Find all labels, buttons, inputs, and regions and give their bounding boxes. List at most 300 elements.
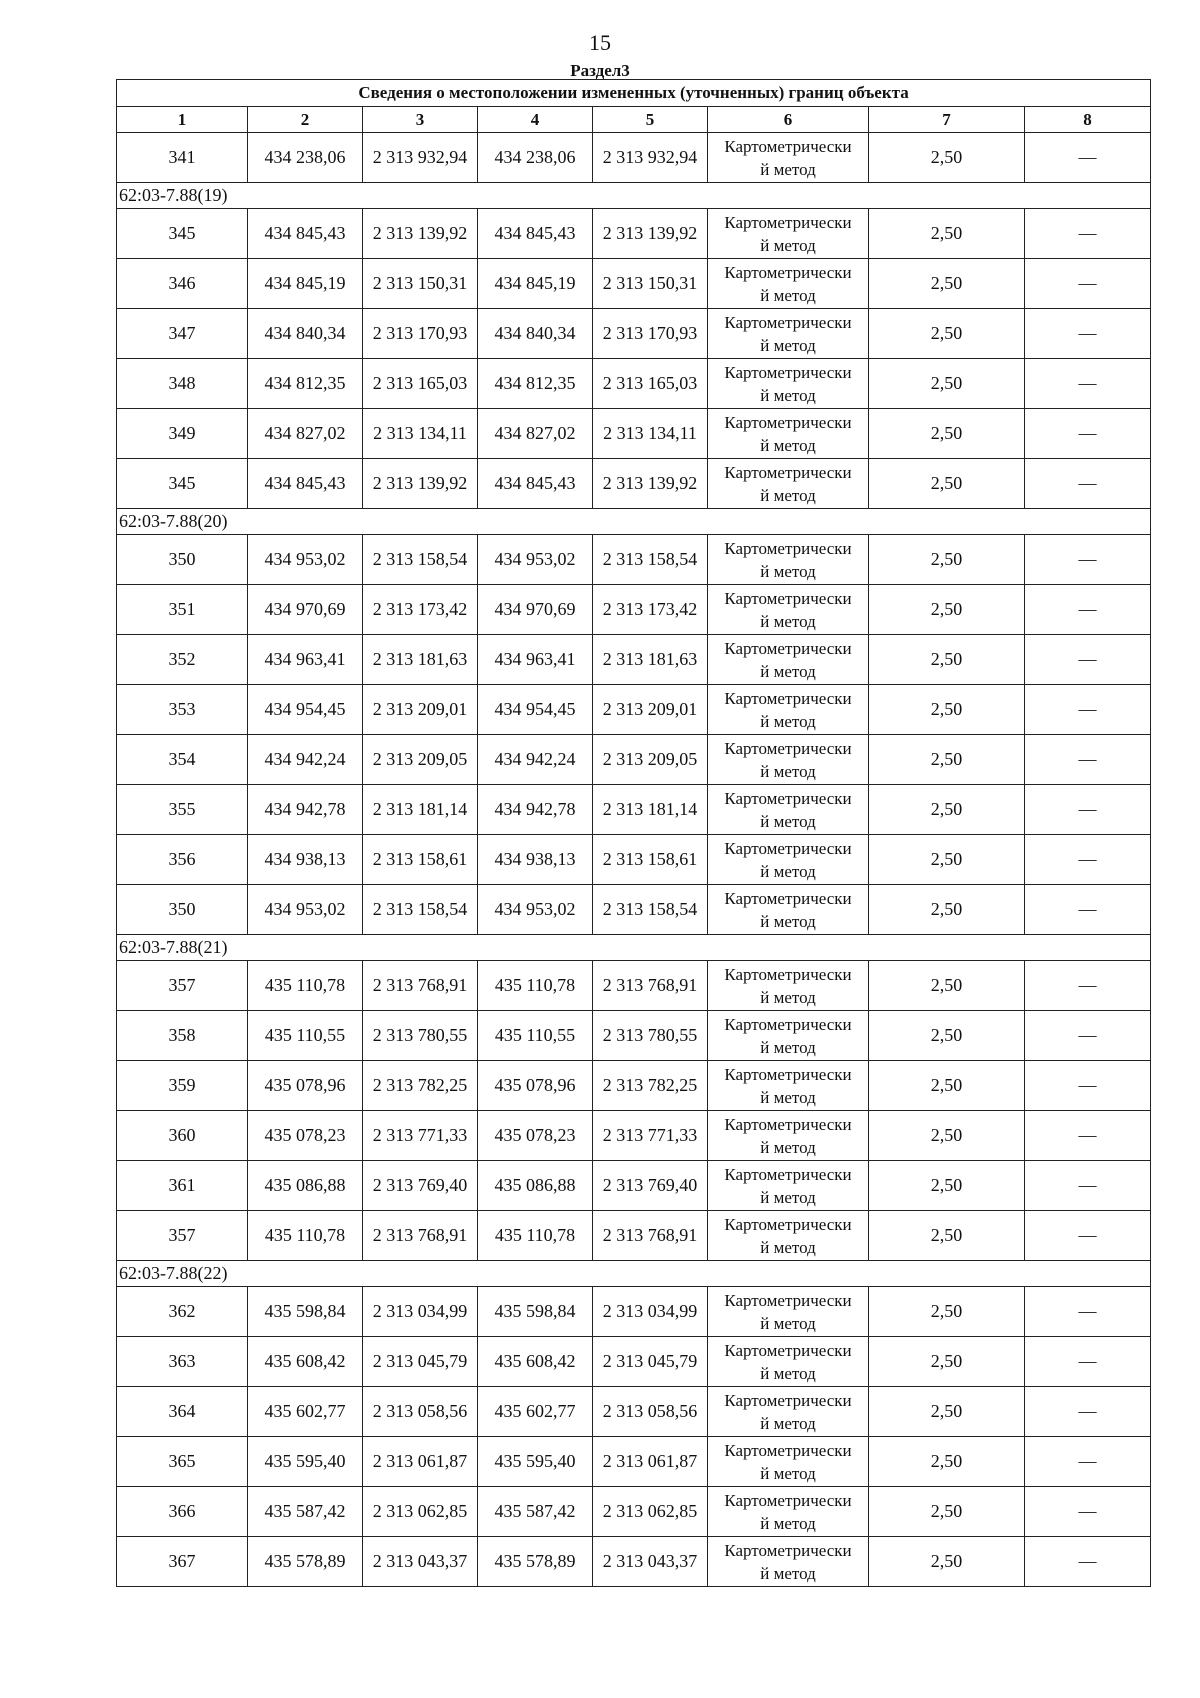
method-text-line: й метод bbox=[760, 159, 816, 179]
y-coordinate-cell: 2 313 158,54 bbox=[593, 885, 708, 935]
method-text-line: й метод bbox=[760, 561, 816, 581]
accuracy-cell: 2,50 bbox=[869, 1337, 1025, 1387]
y-coordinate-cell: 2 313 165,03 bbox=[593, 359, 708, 409]
y-coordinate-cell: 2 313 209,05 bbox=[363, 735, 478, 785]
method-text-line: Картометрически bbox=[724, 788, 852, 808]
description-cell: — bbox=[1025, 359, 1151, 409]
method-cell bbox=[708, 1387, 869, 1437]
method-text-line: й метод bbox=[760, 1563, 816, 1583]
parcel-number: 62:03-7.88(20) bbox=[117, 509, 1151, 535]
method-text-line: й метод bbox=[760, 711, 816, 731]
method-cell bbox=[708, 1211, 869, 1261]
method-text-line: й метод bbox=[760, 1513, 816, 1533]
table-row bbox=[117, 1287, 1151, 1337]
method-text-line: й метод bbox=[760, 761, 816, 781]
column-number: 1 bbox=[117, 107, 248, 133]
table-caption: Сведения о местоположении измененных (уточненных) границ объекта bbox=[117, 80, 1151, 107]
description-cell: — bbox=[1025, 535, 1151, 585]
method-cell bbox=[708, 1437, 869, 1487]
table-row bbox=[117, 259, 1151, 309]
method-text-line: Картометрически bbox=[724, 1290, 852, 1310]
method-cell bbox=[708, 785, 869, 835]
x-coordinate-cell: 435 078,96 bbox=[248, 1061, 363, 1111]
accuracy-cell: 2,50 bbox=[869, 1161, 1025, 1211]
table-row bbox=[117, 1211, 1151, 1261]
point-number-cell: 345 bbox=[117, 209, 248, 259]
x-coordinate-cell: 434 953,02 bbox=[478, 885, 593, 935]
point-number-cell: 366 bbox=[117, 1487, 248, 1537]
method-text-line: й метод bbox=[760, 1237, 816, 1257]
y-coordinate-cell: 2 313 139,92 bbox=[363, 459, 478, 509]
description-cell: — bbox=[1025, 785, 1151, 835]
y-coordinate-cell: 2 313 158,61 bbox=[593, 835, 708, 885]
description-cell: — bbox=[1025, 685, 1151, 735]
x-coordinate-cell: 434 238,06 bbox=[478, 133, 593, 183]
description-cell: — bbox=[1025, 961, 1151, 1011]
y-coordinate-cell: 2 313 062,85 bbox=[363, 1487, 478, 1537]
table-row bbox=[117, 635, 1151, 685]
x-coordinate-cell: 435 598,84 bbox=[248, 1287, 363, 1337]
y-coordinate-cell: 2 313 181,14 bbox=[593, 785, 708, 835]
method-text-line: Картометрически bbox=[724, 212, 852, 232]
boundary-coordinates-table bbox=[116, 79, 1151, 1587]
point-number-cell: 341 bbox=[117, 133, 248, 183]
accuracy-cell: 2,50 bbox=[869, 735, 1025, 785]
point-number-cell: 358 bbox=[117, 1011, 248, 1061]
accuracy-cell: 2,50 bbox=[869, 359, 1025, 409]
y-coordinate-cell: 2 313 043,37 bbox=[363, 1537, 478, 1587]
x-coordinate-cell: 434 845,19 bbox=[478, 259, 593, 309]
point-number-cell: 350 bbox=[117, 535, 248, 585]
x-coordinate-cell: 435 086,88 bbox=[478, 1161, 593, 1211]
description-cell: — bbox=[1025, 885, 1151, 935]
method-cell bbox=[708, 1487, 869, 1537]
method-cell bbox=[708, 359, 869, 409]
column-number: 7 bbox=[869, 107, 1025, 133]
description-cell: — bbox=[1025, 1487, 1151, 1537]
description-cell: — bbox=[1025, 1211, 1151, 1261]
x-coordinate-cell: 435 078,23 bbox=[248, 1111, 363, 1161]
column-number-row bbox=[117, 107, 1151, 133]
method-text-line: й метод bbox=[760, 1187, 816, 1207]
y-coordinate-cell: 2 313 780,55 bbox=[363, 1011, 478, 1061]
accuracy-cell: 2,50 bbox=[869, 961, 1025, 1011]
x-coordinate-cell: 434 812,35 bbox=[478, 359, 593, 409]
y-coordinate-cell: 2 313 209,01 bbox=[593, 685, 708, 735]
column-number: 4 bbox=[478, 107, 593, 133]
method-text-line: й метод bbox=[760, 611, 816, 631]
column-number: 5 bbox=[593, 107, 708, 133]
point-number-cell: 347 bbox=[117, 309, 248, 359]
description-cell: — bbox=[1025, 1161, 1151, 1211]
accuracy-cell: 2,50 bbox=[869, 1111, 1025, 1161]
table-row bbox=[117, 1437, 1151, 1487]
accuracy-cell: 2,50 bbox=[869, 259, 1025, 309]
method-cell bbox=[708, 585, 869, 635]
method-text-line: й метод bbox=[760, 335, 816, 355]
y-coordinate-cell: 2 313 780,55 bbox=[593, 1011, 708, 1061]
x-coordinate-cell: 434 963,41 bbox=[478, 635, 593, 685]
y-coordinate-cell: 2 313 173,42 bbox=[593, 585, 708, 635]
method-text-line: Картометрически bbox=[724, 1440, 852, 1460]
x-coordinate-cell: 435 602,77 bbox=[248, 1387, 363, 1437]
description-cell: — bbox=[1025, 1061, 1151, 1111]
table-row bbox=[117, 785, 1151, 835]
method-text-line: й метод bbox=[760, 285, 816, 305]
description-cell: — bbox=[1025, 635, 1151, 685]
method-text-line: Картометрически bbox=[724, 136, 852, 156]
point-number-cell: 351 bbox=[117, 585, 248, 635]
accuracy-cell: 2,50 bbox=[869, 535, 1025, 585]
y-coordinate-cell: 2 313 771,33 bbox=[593, 1111, 708, 1161]
point-number-cell: 348 bbox=[117, 359, 248, 409]
y-coordinate-cell: 2 313 139,92 bbox=[363, 209, 478, 259]
page-number: 15 bbox=[589, 30, 611, 55]
method-text-line: Картометрически bbox=[724, 588, 852, 608]
accuracy-cell: 2,50 bbox=[869, 1211, 1025, 1261]
description-cell: — bbox=[1025, 133, 1151, 183]
table-row bbox=[117, 835, 1151, 885]
table-row bbox=[117, 1337, 1151, 1387]
method-text-line: Картометрически bbox=[724, 1340, 852, 1360]
method-text-line: Картометрически bbox=[724, 838, 852, 858]
y-coordinate-cell: 2 313 139,92 bbox=[593, 209, 708, 259]
description-cell: — bbox=[1025, 1287, 1151, 1337]
method-text-line: й метод bbox=[760, 661, 816, 681]
x-coordinate-cell: 434 238,06 bbox=[248, 133, 363, 183]
method-cell bbox=[708, 1111, 869, 1161]
table-row bbox=[117, 359, 1151, 409]
method-text-line: Картометрически bbox=[724, 1540, 852, 1560]
x-coordinate-cell: 435 598,84 bbox=[478, 1287, 593, 1337]
method-text-line: й метод bbox=[760, 1313, 816, 1333]
x-coordinate-cell: 434 938,13 bbox=[478, 835, 593, 885]
method-text-line: Картометрически bbox=[724, 1114, 852, 1134]
point-number-cell: 357 bbox=[117, 961, 248, 1011]
method-text-line: й метод bbox=[760, 1087, 816, 1107]
x-coordinate-cell: 435 110,78 bbox=[478, 1211, 593, 1261]
method-text-line: Картометрически bbox=[724, 888, 852, 908]
y-coordinate-cell: 2 313 209,05 bbox=[593, 735, 708, 785]
description-cell: — bbox=[1025, 459, 1151, 509]
method-text-line: й метод bbox=[760, 1463, 816, 1483]
table-row bbox=[117, 1111, 1151, 1161]
parcel-group-row bbox=[117, 1261, 1151, 1287]
x-coordinate-cell: 434 953,02 bbox=[478, 535, 593, 585]
table-row bbox=[117, 133, 1151, 183]
point-number-cell: 362 bbox=[117, 1287, 248, 1337]
table-row bbox=[117, 309, 1151, 359]
x-coordinate-cell: 434 963,41 bbox=[248, 635, 363, 685]
point-number-cell: 365 bbox=[117, 1437, 248, 1487]
table-row bbox=[117, 1487, 1151, 1537]
y-coordinate-cell: 2 313 158,54 bbox=[363, 535, 478, 585]
table-row bbox=[117, 1011, 1151, 1061]
table-row bbox=[117, 585, 1151, 635]
method-text-line: Картометрически bbox=[724, 312, 852, 332]
table-row bbox=[117, 685, 1151, 735]
point-number-cell: 360 bbox=[117, 1111, 248, 1161]
description-cell: — bbox=[1025, 259, 1151, 309]
point-number-cell: 350 bbox=[117, 885, 248, 935]
accuracy-cell: 2,50 bbox=[869, 635, 1025, 685]
method-cell bbox=[708, 885, 869, 935]
method-cell bbox=[708, 409, 869, 459]
x-coordinate-cell: 434 845,43 bbox=[478, 459, 593, 509]
accuracy-cell: 2,50 bbox=[869, 685, 1025, 735]
y-coordinate-cell: 2 313 768,91 bbox=[363, 961, 478, 1011]
method-text-line: Картометрически bbox=[724, 412, 852, 432]
accuracy-cell: 2,50 bbox=[869, 1487, 1025, 1537]
accuracy-cell: 2,50 bbox=[869, 1437, 1025, 1487]
y-coordinate-cell: 2 313 158,54 bbox=[593, 535, 708, 585]
x-coordinate-cell: 435 608,42 bbox=[248, 1337, 363, 1387]
table-row bbox=[117, 1061, 1151, 1111]
method-text-line: й метод bbox=[760, 485, 816, 505]
description-cell: — bbox=[1025, 1111, 1151, 1161]
method-cell bbox=[708, 459, 869, 509]
point-number-cell: 346 bbox=[117, 259, 248, 309]
x-coordinate-cell: 434 845,43 bbox=[248, 209, 363, 259]
method-cell bbox=[708, 961, 869, 1011]
column-number: 3 bbox=[363, 107, 478, 133]
y-coordinate-cell: 2 313 045,79 bbox=[593, 1337, 708, 1387]
point-number-cell: 352 bbox=[117, 635, 248, 685]
parcel-group-row bbox=[117, 509, 1151, 535]
x-coordinate-cell: 435 086,88 bbox=[248, 1161, 363, 1211]
x-coordinate-cell: 434 942,78 bbox=[248, 785, 363, 835]
x-coordinate-cell: 435 578,89 bbox=[248, 1537, 363, 1587]
description-cell: — bbox=[1025, 209, 1151, 259]
accuracy-cell: 2,50 bbox=[869, 585, 1025, 635]
y-coordinate-cell: 2 313 061,87 bbox=[593, 1437, 708, 1487]
y-coordinate-cell: 2 313 158,54 bbox=[363, 885, 478, 935]
table-row bbox=[117, 209, 1151, 259]
accuracy-cell: 2,50 bbox=[869, 785, 1025, 835]
y-coordinate-cell: 2 313 034,99 bbox=[593, 1287, 708, 1337]
x-coordinate-cell: 434 942,24 bbox=[248, 735, 363, 785]
accuracy-cell: 2,50 bbox=[869, 209, 1025, 259]
parcel-group-row bbox=[117, 183, 1151, 209]
table-row bbox=[117, 735, 1151, 785]
y-coordinate-cell: 2 313 173,42 bbox=[363, 585, 478, 635]
x-coordinate-cell: 435 608,42 bbox=[478, 1337, 593, 1387]
y-coordinate-cell: 2 313 782,25 bbox=[363, 1061, 478, 1111]
method-cell bbox=[708, 1287, 869, 1337]
description-cell: — bbox=[1025, 309, 1151, 359]
method-text-line: й метод bbox=[760, 811, 816, 831]
x-coordinate-cell: 434 954,45 bbox=[478, 685, 593, 735]
description-cell: — bbox=[1025, 1011, 1151, 1061]
method-text-line: й метод bbox=[760, 435, 816, 455]
x-coordinate-cell: 434 845,19 bbox=[248, 259, 363, 309]
accuracy-cell: 2,50 bbox=[869, 1537, 1025, 1587]
x-coordinate-cell: 434 942,78 bbox=[478, 785, 593, 835]
x-coordinate-cell: 434 840,34 bbox=[248, 309, 363, 359]
accuracy-cell: 2,50 bbox=[869, 1287, 1025, 1337]
method-text-line: й метод bbox=[760, 911, 816, 931]
y-coordinate-cell: 2 313 170,93 bbox=[593, 309, 708, 359]
y-coordinate-cell: 2 313 181,63 bbox=[593, 635, 708, 685]
method-text-line: Картометрически bbox=[724, 638, 852, 658]
table-row bbox=[117, 1537, 1151, 1587]
x-coordinate-cell: 435 078,23 bbox=[478, 1111, 593, 1161]
y-coordinate-cell: 2 313 932,94 bbox=[593, 133, 708, 183]
x-coordinate-cell: 434 812,35 bbox=[248, 359, 363, 409]
y-coordinate-cell: 2 313 165,03 bbox=[363, 359, 478, 409]
y-coordinate-cell: 2 313 150,31 bbox=[593, 259, 708, 309]
x-coordinate-cell: 434 840,34 bbox=[478, 309, 593, 359]
method-cell bbox=[708, 1537, 869, 1587]
x-coordinate-cell: 434 827,02 bbox=[478, 409, 593, 459]
y-coordinate-cell: 2 313 932,94 bbox=[363, 133, 478, 183]
x-coordinate-cell: 435 602,77 bbox=[478, 1387, 593, 1437]
method-text-line: й метод bbox=[760, 1137, 816, 1157]
x-coordinate-cell: 435 078,96 bbox=[478, 1061, 593, 1111]
method-cell bbox=[708, 635, 869, 685]
table-row bbox=[117, 1387, 1151, 1437]
table-row bbox=[117, 459, 1151, 509]
y-coordinate-cell: 2 313 062,85 bbox=[593, 1487, 708, 1537]
accuracy-cell: 2,50 bbox=[869, 885, 1025, 935]
x-coordinate-cell: 434 953,02 bbox=[248, 535, 363, 585]
x-coordinate-cell: 435 110,78 bbox=[248, 1211, 363, 1261]
point-number-cell: 349 bbox=[117, 409, 248, 459]
y-coordinate-cell: 2 313 045,79 bbox=[363, 1337, 478, 1387]
method-text-line: Картометрически bbox=[724, 1014, 852, 1034]
accuracy-cell: 2,50 bbox=[869, 835, 1025, 885]
x-coordinate-cell: 434 845,43 bbox=[478, 209, 593, 259]
description-cell: — bbox=[1025, 835, 1151, 885]
point-number-cell: 355 bbox=[117, 785, 248, 835]
method-text-line: Картометрически bbox=[724, 1164, 852, 1184]
accuracy-cell: 2,50 bbox=[869, 1387, 1025, 1437]
y-coordinate-cell: 2 313 158,61 bbox=[363, 835, 478, 885]
x-coordinate-cell: 435 595,40 bbox=[248, 1437, 363, 1487]
accuracy-cell: 2,50 bbox=[869, 459, 1025, 509]
x-coordinate-cell: 434 953,02 bbox=[248, 885, 363, 935]
column-number: 8 bbox=[1025, 107, 1151, 133]
y-coordinate-cell: 2 313 181,63 bbox=[363, 635, 478, 685]
accuracy-cell: 2,50 bbox=[869, 1011, 1025, 1061]
y-coordinate-cell: 2 313 771,33 bbox=[363, 1111, 478, 1161]
method-text-line: Картометрически bbox=[724, 1390, 852, 1410]
y-coordinate-cell: 2 313 043,37 bbox=[593, 1537, 708, 1587]
method-cell bbox=[708, 835, 869, 885]
y-coordinate-cell: 2 313 768,91 bbox=[593, 961, 708, 1011]
method-text-line: Картометрически bbox=[724, 1064, 852, 1084]
description-cell: — bbox=[1025, 735, 1151, 785]
y-coordinate-cell: 2 313 058,56 bbox=[363, 1387, 478, 1437]
description-cell: — bbox=[1025, 1537, 1151, 1587]
y-coordinate-cell: 2 313 170,93 bbox=[363, 309, 478, 359]
method-cell bbox=[708, 735, 869, 785]
x-coordinate-cell: 434 942,24 bbox=[478, 735, 593, 785]
method-cell bbox=[708, 1337, 869, 1387]
y-coordinate-cell: 2 313 034,99 bbox=[363, 1287, 478, 1337]
table-body bbox=[117, 133, 1151, 1587]
accuracy-cell: 2,50 bbox=[869, 1061, 1025, 1111]
y-coordinate-cell: 2 313 769,40 bbox=[593, 1161, 708, 1211]
accuracy-cell: 2,50 bbox=[869, 309, 1025, 359]
x-coordinate-cell: 434 827,02 bbox=[248, 409, 363, 459]
point-number-cell: 357 bbox=[117, 1211, 248, 1261]
point-number-cell: 361 bbox=[117, 1161, 248, 1211]
point-number-cell: 367 bbox=[117, 1537, 248, 1587]
point-number-cell: 353 bbox=[117, 685, 248, 735]
x-coordinate-cell: 435 595,40 bbox=[478, 1437, 593, 1487]
y-coordinate-cell: 2 313 061,87 bbox=[363, 1437, 478, 1487]
x-coordinate-cell: 435 110,55 bbox=[248, 1011, 363, 1061]
method-text-line: й метод bbox=[760, 861, 816, 881]
column-number: 6 bbox=[708, 107, 869, 133]
description-cell: — bbox=[1025, 1387, 1151, 1437]
parcel-group-row bbox=[117, 935, 1151, 961]
description-cell: — bbox=[1025, 1337, 1151, 1387]
table-row bbox=[117, 1161, 1151, 1211]
accuracy-cell: 2,50 bbox=[869, 133, 1025, 183]
description-cell: — bbox=[1025, 409, 1151, 459]
method-cell bbox=[708, 259, 869, 309]
method-cell bbox=[708, 1061, 869, 1111]
method-text-line: Картометрически bbox=[724, 1490, 852, 1510]
method-cell bbox=[708, 535, 869, 585]
description-cell: — bbox=[1025, 585, 1151, 635]
parcel-number: 62:03-7.88(22) bbox=[117, 1261, 1151, 1287]
x-coordinate-cell: 435 578,89 bbox=[478, 1537, 593, 1587]
method-text-line: Картометрически bbox=[724, 1214, 852, 1234]
point-number-cell: 354 bbox=[117, 735, 248, 785]
table-row bbox=[117, 885, 1151, 935]
y-coordinate-cell: 2 313 769,40 bbox=[363, 1161, 478, 1211]
point-number-cell: 356 bbox=[117, 835, 248, 885]
method-text-line: Картометрически bbox=[724, 688, 852, 708]
table-row bbox=[117, 409, 1151, 459]
column-number: 2 bbox=[248, 107, 363, 133]
method-cell bbox=[708, 133, 869, 183]
method-text-line: й метод bbox=[760, 987, 816, 1007]
y-coordinate-cell: 2 313 209,01 bbox=[363, 685, 478, 735]
method-text-line: й метод bbox=[760, 1037, 816, 1057]
point-number-cell: 359 bbox=[117, 1061, 248, 1111]
y-coordinate-cell: 2 313 139,92 bbox=[593, 459, 708, 509]
x-coordinate-cell: 435 110,55 bbox=[478, 1011, 593, 1061]
y-coordinate-cell: 2 313 782,25 bbox=[593, 1061, 708, 1111]
accuracy-cell: 2,50 bbox=[869, 409, 1025, 459]
x-coordinate-cell: 434 845,43 bbox=[248, 459, 363, 509]
method-cell bbox=[708, 209, 869, 259]
x-coordinate-cell: 435 110,78 bbox=[478, 961, 593, 1011]
x-coordinate-cell: 435 587,42 bbox=[478, 1487, 593, 1537]
x-coordinate-cell: 434 970,69 bbox=[248, 585, 363, 635]
point-number-cell: 364 bbox=[117, 1387, 248, 1437]
method-text-line: Картометрически bbox=[724, 538, 852, 558]
description-cell: — bbox=[1025, 1437, 1151, 1487]
point-number-cell: 363 bbox=[117, 1337, 248, 1387]
x-coordinate-cell: 435 110,78 bbox=[248, 961, 363, 1011]
y-coordinate-cell: 2 313 768,91 bbox=[363, 1211, 478, 1261]
method-text-line: й метод bbox=[760, 235, 816, 255]
x-coordinate-cell: 435 587,42 bbox=[248, 1487, 363, 1537]
method-cell bbox=[708, 309, 869, 359]
y-coordinate-cell: 2 313 134,11 bbox=[363, 409, 478, 459]
y-coordinate-cell: 2 313 134,11 bbox=[593, 409, 708, 459]
section-title: Раздел3 bbox=[570, 61, 630, 80]
y-coordinate-cell: 2 313 150,31 bbox=[363, 259, 478, 309]
point-number-cell: 345 bbox=[117, 459, 248, 509]
method-text-line: Картометрически bbox=[724, 362, 852, 382]
method-text-line: Картометрически bbox=[724, 738, 852, 758]
